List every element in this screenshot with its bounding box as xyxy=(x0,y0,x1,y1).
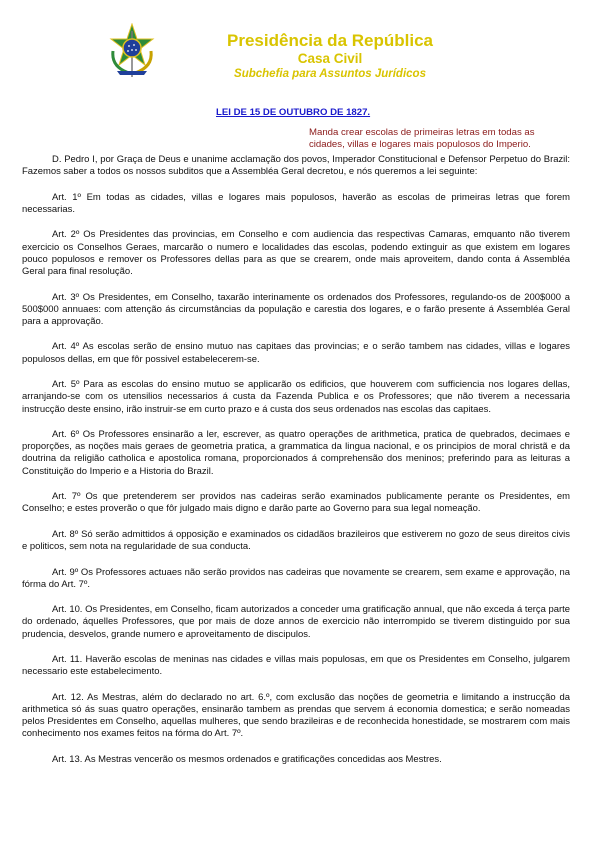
article-paragraph-1: Art. 1º Em todas as cidades, villas e logares mais populosos, haverão as escolas de primeiras letras que forem necessarias. xyxy=(22,191,570,215)
brazil-coat-of-arms-icon xyxy=(107,23,157,79)
law-title-link[interactable]: LEI DE 15 DE OUTUBRO DE 1827. xyxy=(216,107,371,118)
article-paragraph-2: Art. 2º Os Presidentes das provincias, em Conselho e com audiencia das respectivas Camaras, emquanto não tiverem exercicio os Conselhos Geraes, marcarão o numero e localidades das escolas, podendo extinguir as que existem em logares pouco populosos e remover os Professores dellas para as que se crearem, onde mais aproveitem, dando conta á Assembléa Geral para final resolução. xyxy=(22,229,570,278)
page-header xyxy=(195,30,465,82)
article-paragraph-9: Art. 9º Os Professores actuaes não serão providos nas cadeiras que novamente se crearem, sem exame e approvação, na fórma do Art. 7º. xyxy=(22,566,570,590)
article-paragraph-11: Art. 11. Haverão escolas de meninas nas cidades e villas mais populosas, em que os Presidentes em Conselho, julgarem necessario este estabelecimento. xyxy=(22,654,570,678)
law-body xyxy=(22,154,570,779)
article-paragraph-4: Art. 4º As escolas serão de ensino mutuo nas capitaes das provincias; e o serão tambem nas cidades, villas e logares populosos dellas, em que fôr possivel estabelecerem-se. xyxy=(22,341,570,365)
law-summary: Manda crear escolas de primeiras letras em todas as cidades, villas e logares mais populosos do Imperio. xyxy=(309,127,535,150)
article-paragraph-7: Art. 7º Os que pretenderem ser providos nas cadeiras serão examinados publicamente perante os Presidentes, em Conselho; e estes proverão o que fôr julgado mais digno e darão parte ao Governo para sua legal nomeação. xyxy=(22,491,570,515)
article-paragraph-13: Art. 13. As Mestras vencerão os mesmos ordenados e gratificações concedidas aos Mestres. xyxy=(52,753,442,765)
article-paragraph-5: Art. 5º Para as escolas do ensino mutuo se applicarão os edificios, que houverem com sufficiencia nos logares dellas, arranjando-se com os utensilios necessarios á custa da Fazenda Publica e os Professores; que não tiverem a necessaria instrucção deste ensino, irão instruir-se em curto prazo e á custa dos seus ordenados nas escolas das capitaes. xyxy=(22,379,570,415)
header-title: Presidência da República xyxy=(227,31,433,50)
article-paragraph-12: Art. 12. As Mestras, além do declarado no art. 6.º, com exclusão das noções de geometria e limitando a instrucção da arithmetica só ás suas quatro operações, ensinarão tambem as prendas que servem á economia domestica; e serão nomeadas pelos Presidentes em Conselho, aquellas mulheres, que sendo brazileiras e de reconhecida honestidade, se mostrarem com mais conhecimento nos exames feitos na fórma do Art. 7º. xyxy=(22,691,570,740)
article-paragraph-8: Art. 8º Só serão admittidos á opposição e examinados os cidadãos brazileiros que estiverem no gozo de seus direitos civis e politicos, sem nota na regularidade de sua conducta. xyxy=(22,528,570,553)
article-paragraph-10: Art. 10. Os Presidentes, em Conselho, ficam autorizados a conceder uma gratificação annual, que não exceda á terça parte do ordenado, áquelles Professores, que por mais de doze annos de exercicio não interrompido se tiverem distinguido por sua prudencia, desvelos, grande numero e aproveitamento de discipulos. xyxy=(22,604,570,640)
preamble-paragraph: D. Pedro I, por Graça de Deus e unanime acclamação dos povos, Imperador Constitucional e Defensor Perpetuo do Brazil: Fazemos saber a todos os nossos subditos que a Assembléa Geral decretou, e nós queremos a lei seguinte: xyxy=(22,154,570,178)
header-subtitle-casa-civil: Casa Civil xyxy=(297,51,363,66)
article-paragraph-6: Art. 6º Os Professores ensinarão a ler, escrever, as quatro operações de arithmetica, pratica de quebrados, decimaes e proporções, as noções mais geraes de geometria pratica, a grammatica da lingua nacional, e os principios de moral christã e da doutrina da religião catholica e apostolica romana, proporcionados á comprehensão dos meninos; preferindo para as leituras a Constituição do Imperio e a Historia do Brazil. xyxy=(22,429,570,477)
header-subtitle-subchefia: Subchefia para Assuntos Jurídicos xyxy=(234,68,426,80)
article-paragraph-3: Art. 3º Os Presidentes, em Conselho, taxarão interinamente os ordenados dos Professores, regulando-os de 200$000 a 500$000 annuaes: com attenção ás circumstâncias da população e carestia dos logares, e o farão presente á Assembléa Geral para a approvação. xyxy=(22,291,570,327)
